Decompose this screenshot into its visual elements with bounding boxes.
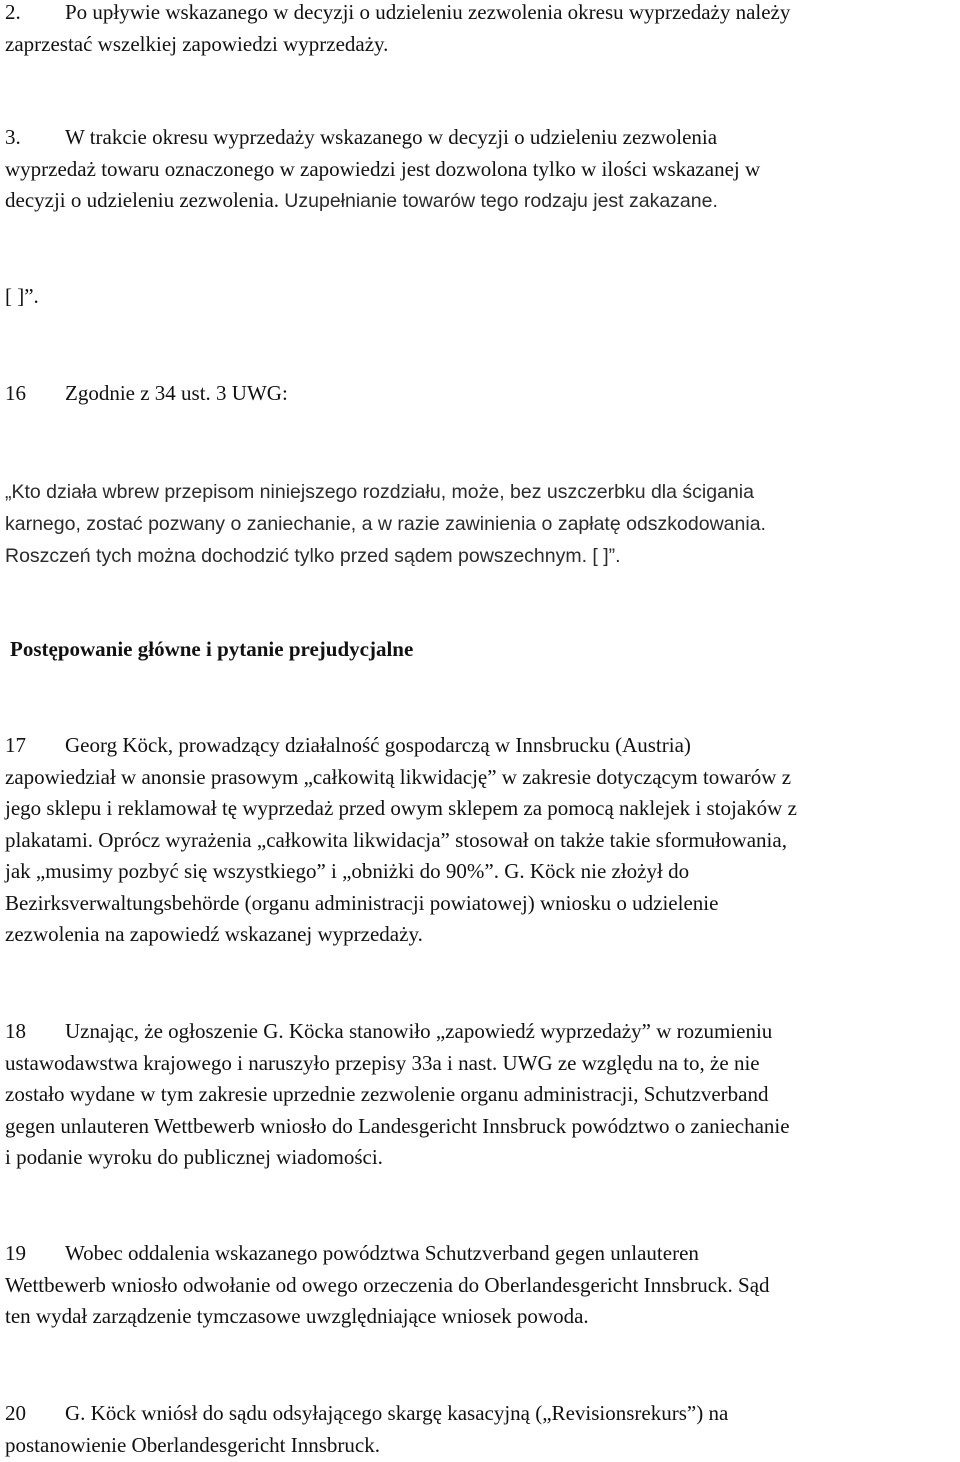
paragraph-17-line-1: 17 Georg Köck, prowadzący działalność gospodarczą w Innsbrucku (Austria): [5, 730, 955, 762]
paragraph-19-line-2: Wettbewerb wniosło odwołanie od owego orzeczenia do Oberlandesgericht Innsbruck. Sąd: [5, 1272, 770, 1297]
paragraph-17-line-6: Bezirksverwaltungsbehörde (organu administracji powiatowej) wniosku o udzielenie: [5, 890, 719, 915]
paragraph-18-line-5: i podanie wyroku do publicznej wiadomości.: [5, 1145, 383, 1169]
paragraph-18: [5, 1016, 955, 1174]
point-2-line-1: 2. Po upływie wskazanego w decyzji o udzieleniu zezwolenia okresu wyprzedaży należy: [5, 0, 955, 29]
ellipsis-closing: [ ]”.: [5, 284, 39, 308]
paragraph-18-line-2: ustawodawstwa krajowego i naruszyło przepisy 33a i nast. UWG ze względu na to, że nie: [5, 1050, 760, 1075]
paragraph-18-line-3: zostało wydane w tym zakresie uprzednie zezwolenie organu administracji, Schutzverband: [5, 1082, 769, 1106]
quote-line-3: Roszczeń tych można dochodzić tylko przed sądem powszechnym. [ ]”.: [5, 545, 621, 567]
paragraph-17-line-4: plakatami. Oprócz wyrażenia „całkowita likwidacja” stosował on także takie sformułowania,: [5, 827, 787, 852]
point-2-number: 2.: [5, 0, 21, 24]
paragraph-17: [5, 730, 955, 951]
paragraph-19-line-1: 19 Wobec oddalenia wskazanego powództwa Schutzverband gegen unlauteren: [5, 1238, 955, 1270]
point-2-line-2: zaprzestać wszelkiej zapowiedzi wyprzedaży.: [5, 31, 389, 56]
paragraph-16-text: Zgodnie z 34 ust. 3 UWG:: [65, 381, 288, 405]
paragraph-19: [5, 1238, 955, 1333]
paragraph-17-line-3: jego sklepu i reklamował tę wyprzedaż przed owym sklepem za pomocą naklejek i stojaków z: [5, 796, 797, 820]
paragraph-16: [5, 378, 955, 410]
paragraph-20: [5, 1398, 955, 1461]
point-3-line-1: 3. W trakcie okresu wyprzedaży wskazanego w decyzji o udzieleniu zezwolenia: [5, 122, 955, 154]
paragraph-20-line-2: postanowienie Oberlandesgericht Innsbruck.: [5, 1432, 380, 1457]
section-heading: Postępowanie główne i pytanie prejudycjalne: [10, 637, 414, 661]
paragraph-20-number: 20: [5, 1401, 26, 1425]
point-3: [5, 122, 955, 218]
paragraph-17-line-5: jak „musimy pozbyć się wszystkiego” i „obniżki do 90%”. G. Köck nie złożył do: [5, 859, 690, 883]
point-2: [5, 0, 955, 60]
paragraph-17-line-7: zezwolenia na zapowiedź wskazanej wyprzedaży.: [5, 922, 423, 946]
paragraph-16-number: 16: [5, 381, 26, 405]
paragraph-18-line-4: gegen unlauteren Wettbewerb wniosło do Landesgericht Innsbruck powództwo o zaniechanie: [5, 1113, 790, 1138]
quote-line-2: karnego, zostać pozwany o zaniechanie, a w razie zawinienia o zapłatę odszkodowania.: [5, 513, 766, 535]
point-3-number: 3.: [5, 125, 21, 149]
quote-line-1: „Kto działa wbrew przepisom niniejszego rozdziału, może, bez uszczerbku dla ścigania: [5, 481, 754, 503]
paragraph-19-line-3: ten wydał zarządzenie tymczasowe uwzględniające wniosek powoda.: [5, 1304, 589, 1328]
paragraph-19-number: 19: [5, 1241, 26, 1265]
paragraph-20-line-1: 20 G. Köck wniósł do sądu odsyłającego skargę kasacyjną („Revisionsrekurs”) na: [5, 1398, 955, 1430]
paragraph-18-line-1: 18 Uznając, że ogłoszenie G. Köcka stanowiło „zapowiedź wyprzedaży” w rozumieniu: [5, 1016, 955, 1048]
paragraph-18-number: 18: [5, 1019, 26, 1043]
point-3-line-2: wyprzedaż towaru oznaczonego w zapowiedzi jest dozwolona tylko w ilości wskazanej w: [5, 156, 761, 181]
quoted-provision: [5, 476, 955, 572]
paragraph-17-number: 17: [5, 733, 26, 757]
point-3-sans-text: Uzupełnianie towarów tego rodzaju jest zakazane.: [284, 190, 718, 212]
paragraph-17-line-2: zapowiedział w anonsie prasowym „całkowitą likwidację” w zakresie dotyczącym towarów z: [5, 764, 792, 789]
point-3-line-3: decyzji o udzieleniu zezwolenia. Uzupełnianie towarów tego rodzaju jest zakazane.: [5, 188, 718, 212]
